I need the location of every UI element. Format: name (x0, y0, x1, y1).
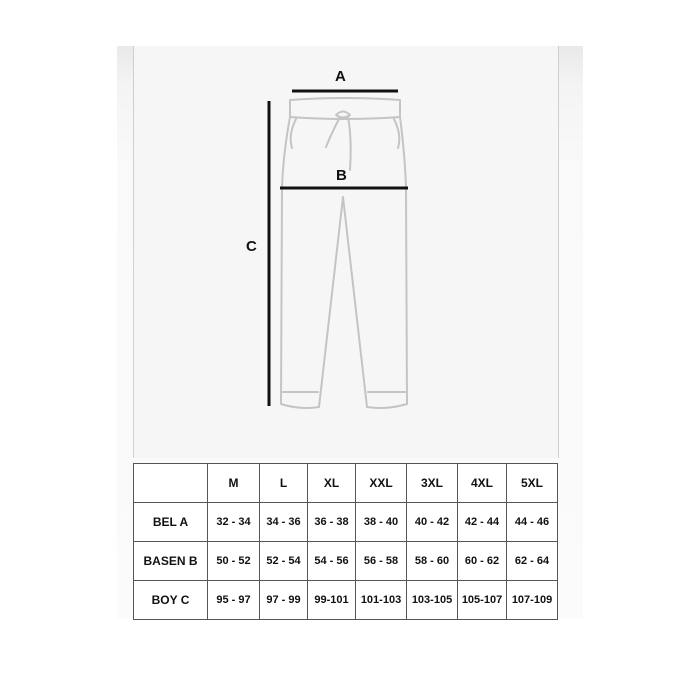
table-cell: 50 - 52 (208, 542, 260, 581)
table-cell: 103-105 (407, 581, 458, 620)
table-row (134, 581, 558, 620)
table-cell: 60 - 62 (458, 542, 507, 581)
table-cell: 58 - 60 (407, 542, 458, 581)
label-c: C (246, 238, 257, 255)
header-cell-5xl: 5XL (507, 464, 558, 503)
header-cell-4xl: 4XL (458, 464, 507, 503)
table-cell: 32 - 34 (208, 503, 260, 542)
table-cell: 34 - 36 (260, 503, 308, 542)
header-cell-l: L (260, 464, 308, 503)
table-cell: 54 - 56 (308, 542, 356, 581)
row-label-bel: BEL A (134, 503, 208, 542)
pants-outline-icon (281, 98, 407, 408)
table-cell: 62 - 64 (507, 542, 558, 581)
header-cell-empty (134, 464, 208, 503)
table-cell: 99-101 (308, 581, 356, 620)
table-cell: 52 - 54 (260, 542, 308, 581)
row-label-basen: BASEN B (134, 542, 208, 581)
table-cell: 107-109 (507, 581, 558, 620)
row-label-boy: BOY C (134, 581, 208, 620)
size-table (133, 463, 558, 620)
header-cell-m: M (208, 464, 260, 503)
header-cell-xxl: XXL (356, 464, 407, 503)
label-b: B (336, 167, 347, 184)
table-cell: 56 - 58 (356, 542, 407, 581)
header-cell-3xl: 3XL (407, 464, 458, 503)
table-cell: 101-103 (356, 581, 407, 620)
table-row (134, 542, 558, 581)
label-a: A (335, 68, 346, 85)
table-cell: 105-107 (458, 581, 507, 620)
table-cell: 42 - 44 (458, 503, 507, 542)
table-header-row (134, 464, 558, 503)
table-cell: 44 - 46 (507, 503, 558, 542)
table-cell: 95 - 97 (208, 581, 260, 620)
table-cell: 97 - 99 (260, 581, 308, 620)
table-cell: 40 - 42 (407, 503, 458, 542)
header-cell-xl: XL (308, 464, 356, 503)
table-cell: 36 - 38 (308, 503, 356, 542)
table-row (134, 503, 558, 542)
table-cell: 38 - 40 (356, 503, 407, 542)
